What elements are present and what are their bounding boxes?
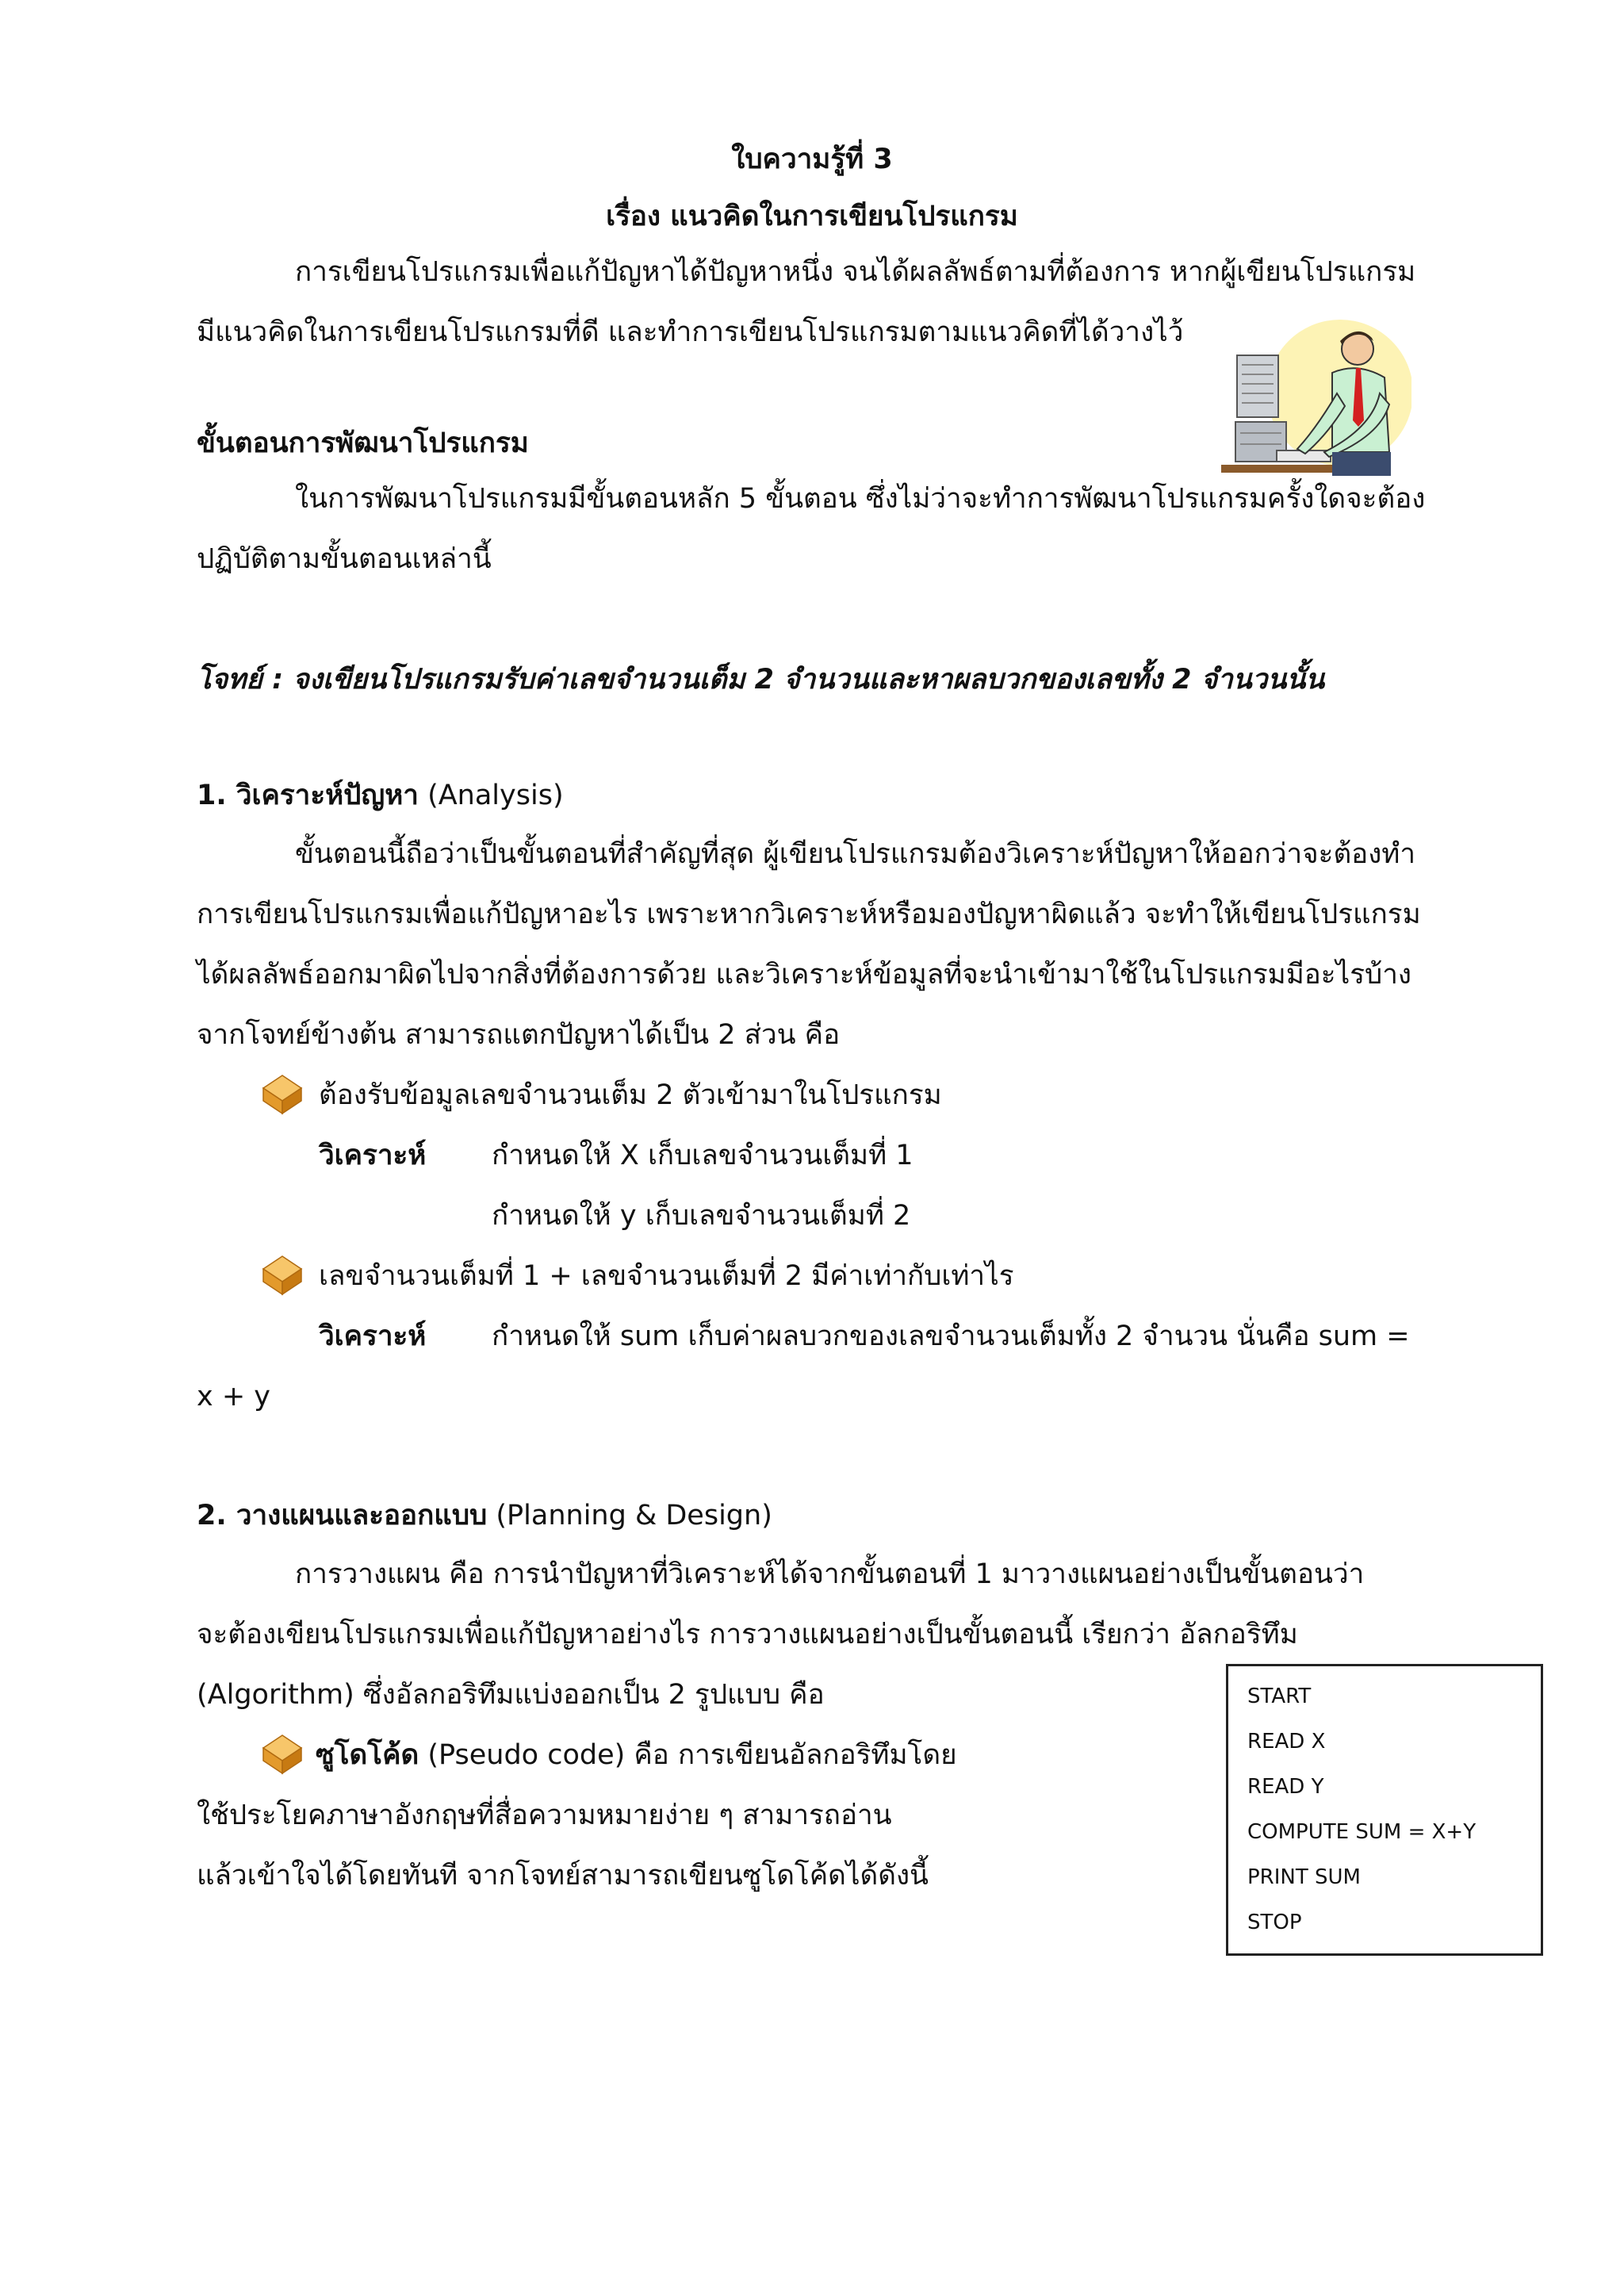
diamond-bullet-icon — [262, 1734, 303, 1775]
dev-line-2: ปฏิบัติตามขั้นตอนเหล่านี้ — [197, 543, 492, 575]
analysis-b1-line-1: กำหนดให้ X เก็บเลขจำนวนเต็มที่ 1 — [492, 1140, 914, 1171]
analysis-bullet-1: ต้องรับข้อมูลเลขจำนวนเต็ม 2 ตัวเข้ามาในโปรแกรม — [319, 1079, 942, 1111]
intro-line-1: การเขียนโปรแกรมเพื่อแก้ปัญหาได้ปัญหาหนึ่ง จนได้ผลลัพธ์ตามที่ต้องการ หากผู้เขียนโปรแกรม — [295, 256, 1416, 288]
pseudocode-box — [1226, 1664, 1543, 1956]
problem-statement: โจทย์ : จงเขียนโปรแกรมรับค่าเลขจำนวนเต็ม 2 จำนวนและหาผลบวกของเลขทั้ง 2 จำนวนนั้น — [197, 664, 1325, 696]
diamond-bullet-icon — [262, 1074, 303, 1115]
dev-section-heading: ขั้นตอนการพัฒนาโปรแกรม — [197, 427, 529, 459]
pseudocode-line: START — [1247, 1685, 1312, 1708]
pseudocode-line: PRINT SUM — [1247, 1865, 1361, 1889]
pseudocode-line: READ X — [1247, 1730, 1326, 1754]
analyze-label-1: วิเคราะห์ — [319, 1140, 427, 1171]
analysis-line-3: ได้ผลลัพธ์ออกมาผิดไปจากสิ่งที่ต้องการด้วย และวิเคราะห์ข้อมูลที่จะนำเข้ามาใช้ในโปรแกรมมีอะไรบ้าง — [197, 959, 1411, 991]
planning-line-4: ใช้ประโยคภาษาอังกฤษที่สื่อความหมายง่าย ๆ สามารถอ่าน — [197, 1800, 892, 1831]
diamond-bullet-icon — [262, 1255, 303, 1296]
analysis-heading — [197, 776, 564, 815]
page-title: ใบความรู้ที่ 3 — [731, 144, 893, 175]
planning-line-3: (Algorithm) ซึ่งอัลกอริทึมแบ่งออกเป็น 2 รูปแบบ คือ — [197, 1679, 825, 1711]
pseudocode-line: COMPUTE SUM = X+Y — [1247, 1820, 1477, 1844]
pseudo-code-bullet — [316, 1735, 957, 1775]
dev-line-1: ในการพัฒนาโปรแกรมมีขั้นตอนหลัก 5 ขั้นตอน ซึ่งไม่ว่าจะทำการพัฒนาโปรแกรมครั้งใดจะต้อง — [295, 483, 1426, 515]
planning-line-1: การวางแผน คือ การนำปัญหาที่วิเคราะห์ได้จากขั้นตอนที่ 1 มาวางแผนอย่างเป็นขั้นตอนว่า — [295, 1558, 1365, 1590]
planning-line-2: จะต้องเขียนโปรแกรมเพื่อแก้ปัญหาอย่างไร การวางแผนอย่างเป็นขั้นตอนนี้ เรียกว่า อัลกอริทึม — [197, 1619, 1298, 1650]
pseudo-code-term: ซูโดโค้ด — [316, 1739, 419, 1771]
analysis-heading-en: (Analysis) — [418, 780, 564, 811]
analysis-b2-line-2: x + y — [197, 1381, 271, 1412]
planning-heading-th: 2. วางแผนและออกแบบ — [197, 1500, 488, 1531]
pseudo-code-definition: (Pseudo code) คือ การเขียนอัลกอริทึมโดย — [419, 1739, 957, 1771]
analysis-line-4: จากโจทย์ข้างต้น สามารถแตกปัญหาได้เป็น 2 ส่วน คือ — [197, 1019, 841, 1051]
pseudocode-line: READ Y — [1247, 1775, 1324, 1799]
analysis-bullet-2: เลขจำนวนเต็มที่ 1 + เลขจำนวนเต็มที่ 2 มีค่าเท่ากับเท่าไร — [319, 1260, 1014, 1292]
analysis-line-1: ขั้นตอนนี้ถือว่าเป็นขั้นตอนที่สำคัญที่สุด ผู้เขียนโปรแกรมต้องวิเคราะห์ปัญหาให้ออกว่าจะต้องทำ — [295, 838, 1416, 870]
pseudocode-line: STOP — [1247, 1911, 1302, 1934]
analysis-line-2: การเขียนโปรแกรมเพื่อแก้ปัญหาอะไร เพราะหากวิเคราะห์หรือมองปัญหาผิดแล้ว จะทำให้เขียนโปรแกรม — [197, 899, 1421, 930]
planning-line-5: แล้วเข้าใจได้โดยทันที จากโจทย์สามารถเขียนซูโดโค้ดได้ดังนี้ — [197, 1860, 929, 1892]
planning-heading-en: (Planning & Design) — [487, 1500, 772, 1531]
analysis-heading-th: 1. วิเคราะห์ปัญหา — [197, 780, 419, 811]
analysis-b1-line-2: กำหนดให้ y เก็บเลขจำนวนเต็มที่ 2 — [492, 1200, 911, 1232]
analyze-label-2: วิเคราะห์ — [319, 1320, 427, 1352]
analysis-b2-line-1: กำหนดให้ sum เก็บค่าผลบวกของเลขจำนวนเต็มทั้ง 2 จำนวน นั่นคือ sum = — [492, 1320, 1410, 1352]
planning-heading — [197, 1496, 772, 1535]
intro-line-2: มีแนวคิดในการเขียนโปรแกรมที่ดี และทำการเขียนโปรแกรมตามแนวคิดที่ได้วางไว้ — [197, 316, 1184, 348]
page-subtitle: เรื่อง แนวคิดในการเขียนโปรแกรม — [606, 201, 1018, 232]
programmer-at-computer-illustration — [1221, 317, 1411, 484]
